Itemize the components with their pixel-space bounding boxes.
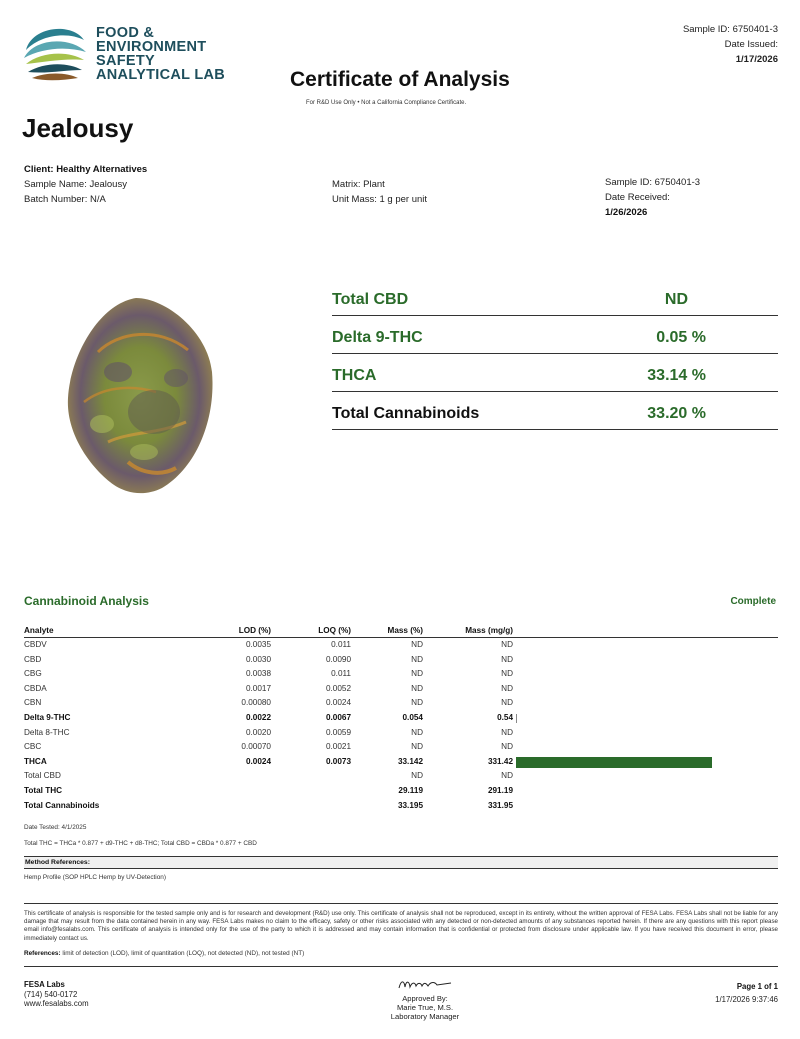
loq-cell: 0.0090 [325,654,351,664]
method-references-header: Method References: [24,856,778,869]
table-row [24,755,778,770]
table-row [24,726,778,741]
table-row [24,638,778,653]
mass-percent-cell: ND [411,771,423,781]
loq-cell: 0.011 [331,669,351,679]
mass-mg-cell: 331.42 [487,756,513,766]
page-number: Page 1 of 1 [736,982,778,991]
analyte-cell: CBDA [24,683,47,693]
analyte-cell: Delta 8-THC [24,727,70,737]
summary-value: ND [664,291,688,308]
signature-icon [395,976,455,992]
mass-mg-cell: 331.95 [487,800,513,810]
analyte-cell: Delta 9-THC [24,712,71,722]
logo-line: SAFETY [96,53,155,69]
table-row [24,653,778,668]
logo-line: FOOD & [96,25,155,41]
lod-cell: 0.0017 [245,683,271,693]
product-name: Jealousy [22,113,134,143]
summary-row [332,316,778,354]
lod-cell: 0.0038 [245,669,271,679]
analyte-cell: CBDV [24,640,47,649]
approved-by-label: Approved By: [402,994,448,1003]
batch-number: Batch Number: N/A [24,194,106,205]
logo-line: ENVIRONMENT [96,39,207,55]
mass-percent-cell: ND [411,654,423,664]
mass-mg-cell: ND [501,683,513,693]
approver-title: Laboratory Manager [390,1012,460,1021]
analyte-cell: Total CBD [24,771,61,781]
footer-website[interactable]: www.fesalabs.com [24,999,89,1008]
mass-bar [516,714,517,723]
mass-mg-cell: ND [501,698,513,708]
method-references-body: Hemp Profile (SOP HPLC Hemp by UV-Detection) [24,874,166,881]
loq-cell: 0.0067 [325,712,351,722]
footer-phone: (714) 540-0172 [24,989,78,999]
mass-mg-cell: ND [501,727,513,737]
print-timestamp: 1/17/2026 9:37:46 [715,995,778,1004]
mass-mg-cell: ND [501,654,513,664]
mass-mg-cell: ND [501,742,513,752]
lab-logo [20,20,226,90]
loq-cell: 0.0059 [325,727,351,737]
analyte-cell: CBC [24,742,42,752]
loq-cell: 0.011 [331,640,351,649]
analysis-table [24,626,778,813]
loq-cell: 0.0073 [325,756,351,766]
footer-page-info [715,980,778,1006]
column-header: Mass (mg/g) [465,626,513,635]
summary-value: 33.14 % [647,367,706,384]
loq-cell: 0.0021 [325,742,351,752]
header-date-issued: 1/17/2026 [735,54,778,65]
analyte-cell: CBD [24,654,42,664]
table-row [24,682,778,697]
analyte-cell: Total THC [24,785,63,795]
approver-name: Marie True, M.S. [396,1003,454,1012]
column-header: Analyte [24,626,54,635]
analysis-table-body [24,638,778,813]
mass-percent-cell: ND [411,683,423,693]
mass-percent-cell: ND [411,742,423,752]
table-row [24,799,778,814]
mass-percent-cell: 29.119 [398,785,423,795]
summary-row [332,278,778,316]
header-date-issued-label: Date Issued: [724,39,778,50]
table-row [24,696,778,711]
date-tested: Date Tested: 4/1/2025 [24,824,87,831]
lod-cell: 0.0022 [245,712,271,722]
mass-percent-cell: ND [411,727,423,737]
mass-percent-cell: 33.195 [397,800,423,810]
table-row [24,769,778,784]
disclaimer: This certificate of analysis is responsible for the tested sample only and is for research and development (R&D) use only. This certificate of analysis shall not be reproduced, except in its entirety, without the written approval of FESA Labs. FESA Labs shall not be liable for any damage that may result from the data contained herein in any way. FESA Labs makes no claim to the efficacy, safety or other risks associated with any detected or non-detected amounts of any substances reported herein. If there are any questions with this report please email info@fesalabs.com. This certificate of analysis is intended only for the use of the party to which it is addressed and may contain information that is confidential or protected from disclosure under applicable law. If you have received this document in error, please immediately contact us. [24,910,778,942]
unit-mass: Unit Mass: 1 g per unit [332,194,428,205]
lod-cell: 0.0020 [245,727,271,737]
logo-mark-icon [20,20,88,86]
mass-mg-cell: 291.19 [487,785,513,795]
client-name: Client: Healthy Alternatives [24,164,148,175]
table-row [24,667,778,682]
divider [24,966,778,967]
mass-mg-cell: 0.54 [497,712,513,722]
matrix: Matrix: Plant [332,179,385,190]
mass-percent-cell: ND [411,669,423,679]
total-formula: Total THC = THCa * 0.877 + d9-THC + d8-THC; Total CBD = CBDa * 0.877 + CBD [24,840,257,847]
lod-cell: 0.0035 [245,640,271,649]
table-row [24,784,778,799]
mass-percent-cell: ND [411,698,423,708]
potency-summary [332,278,778,430]
references [24,950,304,957]
analyte-cell: THCA [24,756,47,766]
summary-label: Total Cannabinoids [332,405,480,422]
sample-receipt-info [605,175,700,220]
logo-text [96,26,225,82]
table-row [24,711,778,726]
mass-mg-cell: ND [501,640,513,649]
column-header: LOD (%) [238,626,271,635]
lod-cell: 0.0030 [245,654,271,664]
analysis-title: Cannabinoid Analysis [24,594,149,608]
column-header: LOQ (%) [318,626,351,635]
mass-percent-cell: 0.054 [402,712,423,722]
matrix-info [332,177,427,207]
date-received: 1/26/2026 [605,207,648,218]
lod-cell: 0.00080 [241,698,271,708]
footer-approval [370,976,480,1021]
divider [24,903,778,904]
footer-lab-name: FESA Labs [24,980,65,989]
column-header: Mass (%) [387,626,423,635]
loq-cell: 0.0052 [325,683,351,693]
sample-name: Sample Name: Jealousy [24,179,127,190]
analyte-cell: CBG [24,669,42,679]
client-info [24,162,147,207]
header-sample-id: Sample ID: 6750401-3 [682,24,778,35]
lod-cell: 0.0024 [245,756,271,766]
summary-value: 0.05 % [656,329,706,346]
footer-lab-info [24,980,89,1009]
sample-image [58,292,218,497]
summary-label: Delta 9-THC [332,329,423,346]
date-received-label: Date Received: [605,192,670,203]
document-subtitle: For R&D Use Only • Not a California Compliance Certificate. [306,100,467,106]
document-title: Certificate of Analysis [290,68,510,91]
sample-id: Sample ID: 6750401-3 [605,177,701,188]
mass-bar [516,757,712,768]
analyte-cell: Total Cannabinoids [24,800,100,810]
summary-value: 33.20 % [647,405,706,422]
mass-percent-cell: 33.142 [397,756,423,766]
header-sample-info [683,22,778,67]
analyte-cell: CBN [24,698,42,708]
summary-row [332,392,778,430]
mass-percent-cell: ND [411,640,423,649]
loq-cell: 0.0024 [325,698,351,708]
analysis-status: Complete [730,596,776,607]
summary-label: Total CBD [332,291,409,308]
lod-cell: 0.00070 [241,742,271,752]
summary-label: THCA [332,367,377,384]
logo-line: ANALYTICAL LAB [96,67,226,83]
mass-mg-cell: ND [501,669,513,679]
table-row [24,740,778,755]
references-label: References: [24,950,61,957]
analysis-table-header [24,626,778,638]
mass-mg-cell: ND [501,771,513,781]
references-text: limit of detection (LOD), limit of quantitation (LOQ), not detected (ND), not tested (NT) [62,950,305,957]
summary-row [332,354,778,392]
